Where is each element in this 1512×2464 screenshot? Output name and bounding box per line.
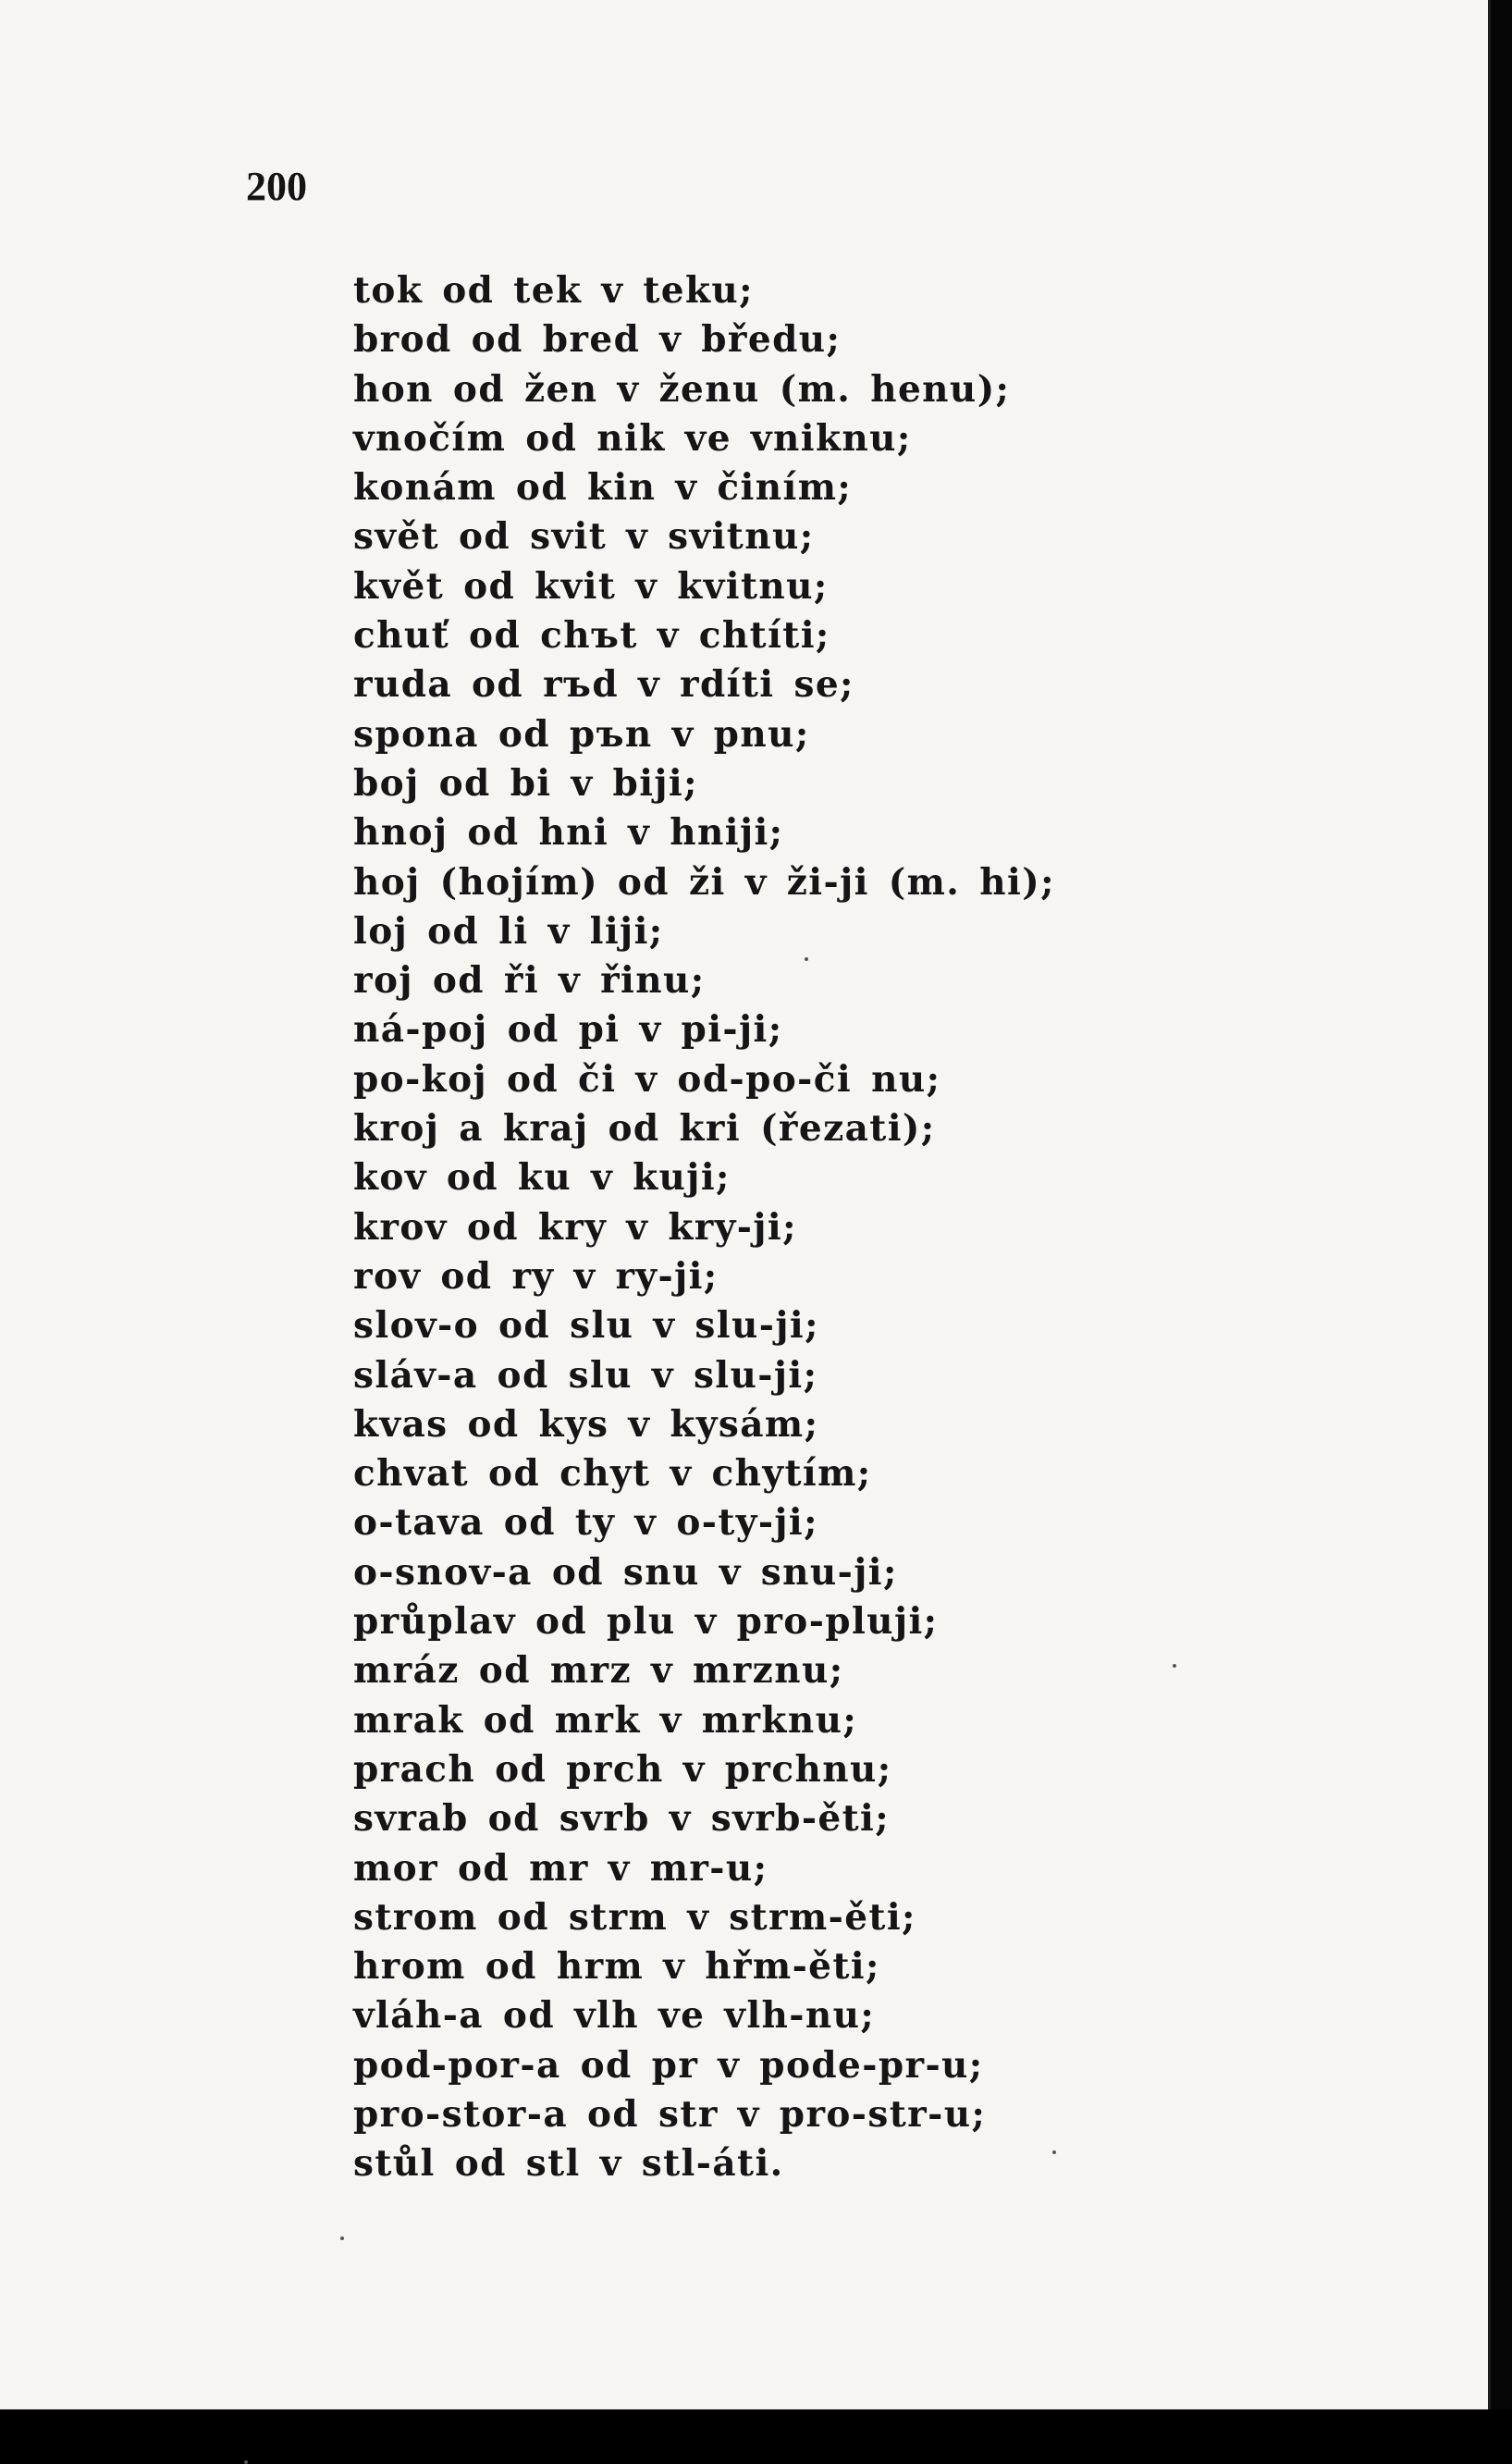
text-line: stůl od stl v stl-áti. [353, 2142, 784, 2186]
text-line: rov od ry v ry-ji; [353, 1254, 719, 1298]
text-line: roj od ři v řinu; [353, 959, 706, 1003]
print-speck [1052, 2150, 1056, 2154]
text-line: slov-o od slu v slu-ji; [353, 1304, 819, 1348]
text-line: ruda od rъd v rdíti se; [353, 663, 854, 707]
text-line: sláv-a od slu v slu-ji; [353, 1353, 818, 1397]
text-line: vláh-a od vlh ve vlh-nu; [353, 1994, 876, 2038]
text-line: kroj a kraj od kri (řezati); [353, 1107, 936, 1151]
text-line: mor od mr v mr-u; [353, 1846, 768, 1890]
text-line: svět od svit v svitnu; [353, 515, 815, 559]
text-line: květ od kvit v kvitnu; [353, 564, 829, 608]
text-line: ná-poj od pi v pi-ji; [353, 1008, 783, 1052]
print-speck [805, 957, 808, 961]
text-line: o-tava od ty v o-ty-ji; [353, 1501, 818, 1545]
text-line: hon od žen v ženu (m. henu); [353, 367, 1011, 411]
text-line: o-snov-a od snu v snu-ji; [353, 1550, 898, 1594]
print-speck [244, 2460, 248, 2464]
text-line: tok od tek v teku; [353, 269, 754, 312]
text-line: prach od prch v prchnu; [353, 1747, 892, 1791]
text-line: hrom od hrm v hřm-ěti; [353, 1945, 880, 1989]
print-speck [1173, 1664, 1176, 1668]
text-line: mráz od mrz v mrznu; [353, 1649, 844, 1693]
text-line: strom od strm v strm-ěti; [353, 1895, 916, 1939]
text-line: kvas od kys v kysám; [353, 1402, 819, 1446]
text-line: konám od kin v činím; [353, 466, 853, 510]
text-line: chuť od chъt v chtíti; [353, 614, 830, 658]
text-line: svrab od svrb v svrb-ěti; [353, 1797, 891, 1841]
text-line: spona od pъn v pnu; [353, 712, 810, 756]
page-number: 200 [246, 164, 307, 209]
text-line: kov od ku v kuji; [353, 1156, 731, 1200]
print-speck [340, 2236, 344, 2240]
word-derivation-list [353, 266, 1055, 2189]
text-line: vnočím od nik ve vniknu; [353, 416, 912, 460]
text-line: hoj (hojím) od ži v ži-ji (m. hi); [353, 860, 1055, 904]
text-line: brod od bred v bředu; [353, 318, 842, 362]
text-line: loj od li v liji; [353, 909, 664, 953]
text-line: chvat od chyt v chytím; [353, 1452, 872, 1496]
text-line: pro-stor-a od str v pro-str-u; [353, 2092, 987, 2136]
text-line: pod-por-a od pr v pode-pr-u; [353, 2043, 984, 2087]
text-line: boj od bi v biji; [353, 761, 698, 805]
text-line: průplav od plu v pro-pluji; [353, 1600, 939, 1644]
text-line: mrak od mrk v mrknu; [353, 1698, 858, 1742]
text-line: po-koj od či v od-po-či nu; [353, 1057, 941, 1101]
text-line: krov od kry v kry-ji; [353, 1205, 797, 1249]
page-edge-shadow [1491, 0, 1512, 2409]
text-line: hnoj od hni v hniji; [353, 811, 784, 855]
